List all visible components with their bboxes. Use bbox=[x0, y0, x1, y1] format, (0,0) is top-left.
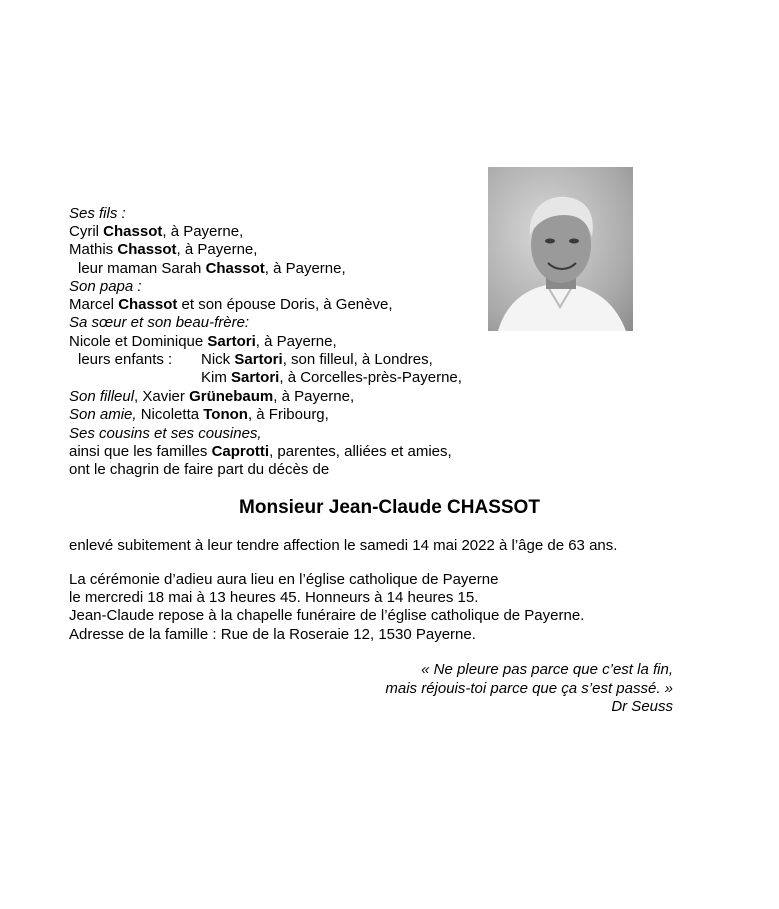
family-line-child2: Kim Sartori, à Corcelles-près-Payerne, bbox=[201, 369, 462, 386]
ceremony-line-1: La cérémonie d’adieu aura lieu en l’église catholique de Payerne bbox=[69, 571, 499, 588]
sons-heading: Ses fils : bbox=[69, 205, 126, 222]
announcement-line: ont le chagrin de faire part du décès de bbox=[69, 461, 330, 478]
family-address: Adresse de la famille : Rue de la Roseraie 12, 1530 Payerne. bbox=[69, 626, 476, 643]
cousins-heading: Ses cousins et ses cousines, bbox=[69, 425, 262, 442]
father-heading: Son papa : bbox=[69, 278, 142, 295]
quote-line-2: mais réjouis-toi parce que ça s’est passé. » bbox=[385, 680, 673, 697]
quote-line-1: « Ne pleure pas parce que c’est la fin, bbox=[421, 661, 673, 678]
ceremony-line-2: le mercredi 18 mai à 13 heures 45. Honneurs à 14 heures 15. bbox=[69, 589, 479, 606]
family-line-mother: leur maman Sarah Chassot, à Payerne, bbox=[78, 260, 346, 277]
family-line-friend: Son amie, Nicoletta Tonon, à Fribourg, bbox=[69, 406, 329, 423]
ceremony-line-3: Jean-Claude repose à la chapelle funéraire de l’église catholique de Payerne. bbox=[69, 607, 585, 624]
deceased-name: Monsieur Jean-Claude CHASSOT bbox=[239, 497, 540, 518]
family-line-godson: Son filleul, Xavier Grünebaum, à Payerne, bbox=[69, 388, 355, 405]
family-line-sister: Nicole et Dominique Sartori, à Payerne, bbox=[69, 333, 337, 350]
family-line-father: Marcel Chassot et son épouse Doris, à Genève, bbox=[69, 296, 393, 313]
family-line-son1: Cyril Chassot, à Payerne, bbox=[69, 223, 244, 240]
quote-author: Dr Seuss bbox=[611, 698, 673, 715]
family-line-families: ainsi que les familles Caprotti, parentes, alliées et amies, bbox=[69, 443, 452, 460]
family-line-child1: Nick Sartori, son filleul, à Londres, bbox=[201, 351, 433, 368]
portrait-figure bbox=[488, 167, 633, 331]
portrait-photo bbox=[488, 167, 633, 331]
sister-heading: Sa sœur et son beau-frère: bbox=[69, 314, 250, 331]
death-line: enlevé subitement à leur tendre affection le samedi 14 mai 2022 à l’âge de 63 ans. bbox=[69, 537, 618, 554]
family-line-son2: Mathis Chassot, à Payerne, bbox=[69, 241, 258, 258]
children-label: leurs enfants : bbox=[78, 351, 173, 368]
